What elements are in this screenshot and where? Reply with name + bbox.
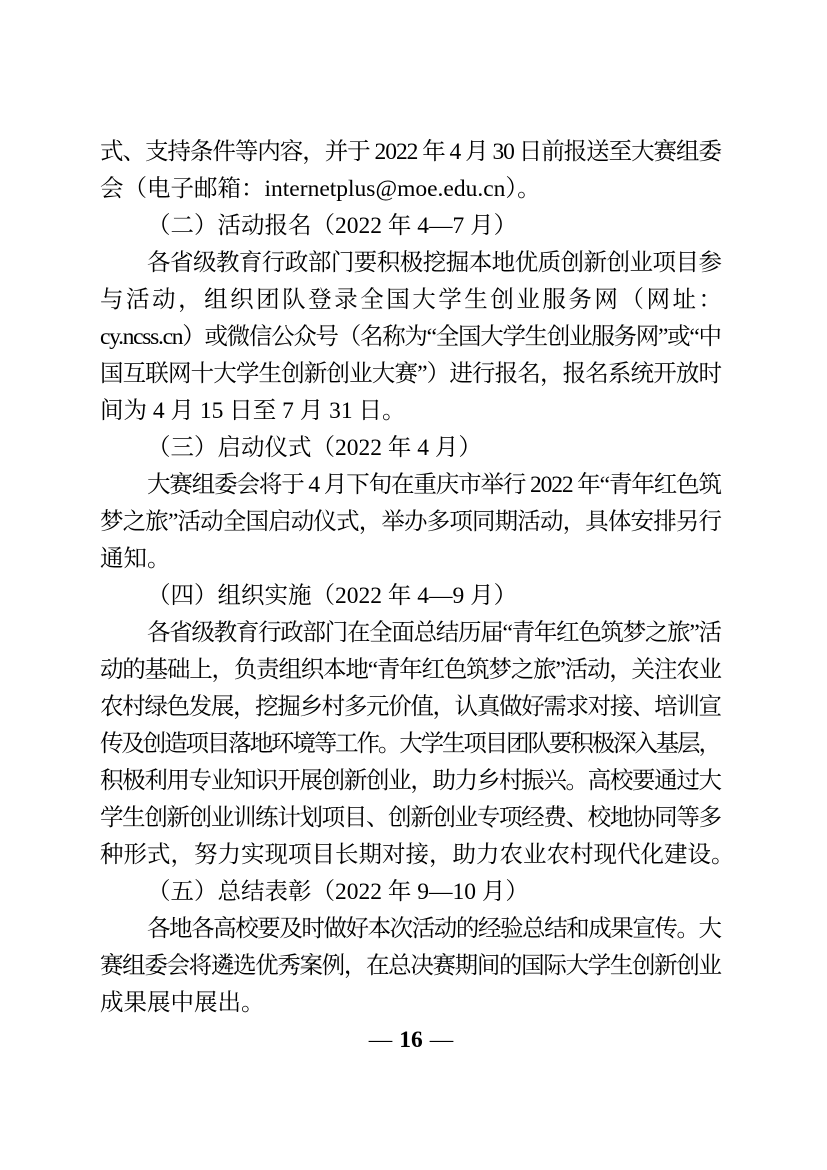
section-heading: [100, 578, 722, 615]
text-line-content: 式、支持条件等内容，并于 2022 年 4 月 30 日前报送至大赛组委: [100, 139, 721, 165]
text-line: [100, 356, 722, 393]
text-line: [100, 837, 735, 874]
text-line-content: （三）启动仪式（2022 年 4 月）: [147, 435, 482, 461]
text-line-content: 动的基础上，负责组织本地“青年红色筑梦之旅”活动，关注农业: [100, 657, 721, 683]
text-line: [100, 948, 722, 985]
text-line: [100, 985, 722, 1022]
text-line-content: 通知。: [100, 546, 171, 572]
text-line-content: 积极利用专业知识开展创新创业，助力乡村振兴。高校要通过大: [100, 768, 721, 794]
section-heading: [100, 874, 722, 911]
text-line-content: cy.ncss.cn）或微信公众号（名称为“全国大学生创业服务网”或“中: [100, 324, 721, 350]
section-heading: [100, 430, 722, 467]
text-line-content: 赛组委会将遴选优秀案例，在总决赛期间的国际大学生创新创业: [100, 953, 721, 979]
text-line-content: 传及创造项目落地环境等工作。大学生项目团队要积极深入基层，: [100, 731, 720, 757]
text-line-content: 梦之旅”活动全国启动仪式，举办多项同期活动，具体安排另行: [100, 509, 722, 535]
text-line: [100, 171, 722, 208]
text-line: [100, 393, 722, 430]
text-line: [100, 245, 722, 282]
text-line: [100, 541, 722, 578]
text-line: [100, 319, 722, 356]
page-number-dash-right: —: [429, 1027, 454, 1053]
text-line-content: （二）活动报名（2022 年 4—7 月）: [147, 213, 518, 239]
text-line: [100, 689, 722, 726]
text-line-content: 农村绿色发展，挖掘乡村多元价值，认真做好需求对接、培训宣: [100, 694, 721, 720]
text-line-content: 种形式，努力实现项目长期对接，助力农业农村现代化建设。: [100, 842, 735, 868]
section-heading: [100, 208, 722, 245]
text-line: [100, 726, 722, 763]
text-line: [100, 652, 722, 689]
text-line-content: 间为 4 月 15 日至 7 月 31 日。: [100, 398, 406, 424]
text-line-content: 成果展中展出。: [100, 990, 265, 1016]
document-body: [100, 134, 735, 1022]
text-line: [100, 911, 722, 948]
text-line-content: （五）总结表彰（2022 年 9—10 月）: [147, 879, 529, 905]
text-line-content: （四）组织实施（2022 年 4—9 月）: [147, 583, 518, 609]
text-line: [100, 615, 722, 652]
text-line-content: 会（电子邮箱：internetplus@moe.edu.cn）。: [100, 176, 541, 202]
text-line: [100, 467, 722, 504]
text-line: [100, 504, 722, 541]
page-footer: [100, 1022, 722, 1059]
text-line-content: 各省级教育行政部门在全面总结历届“青年红色筑梦之旅”活: [147, 620, 721, 646]
text-line: [100, 800, 722, 837]
text-line: [100, 282, 725, 319]
text-line: [100, 134, 722, 171]
text-line: [100, 763, 722, 800]
page-number-dash-left: —: [368, 1027, 393, 1053]
text-line-content: 学生创新创业训练计划项目、创新创业专项经费、校地协同等多: [100, 805, 721, 831]
text-line-content: 与活动，组织团队登录全国大学生创业服务网（网址：: [100, 287, 725, 313]
text-line-content: 各地各高校要及时做好本次活动的经验总结和成果宣传。大: [147, 916, 721, 942]
page-number-value: 16: [399, 1027, 423, 1053]
text-line-content: 各省级教育行政部门要积极挖掘本地优质创新创业项目参: [147, 250, 722, 276]
text-line-content: 国互联网十大学生创新创业大赛”）进行报名，报名系统开放时: [100, 361, 722, 387]
text-line-content: 大赛组委会将于 4 月下旬在重庆市举行 2022 年“青年红色筑: [147, 472, 721, 498]
